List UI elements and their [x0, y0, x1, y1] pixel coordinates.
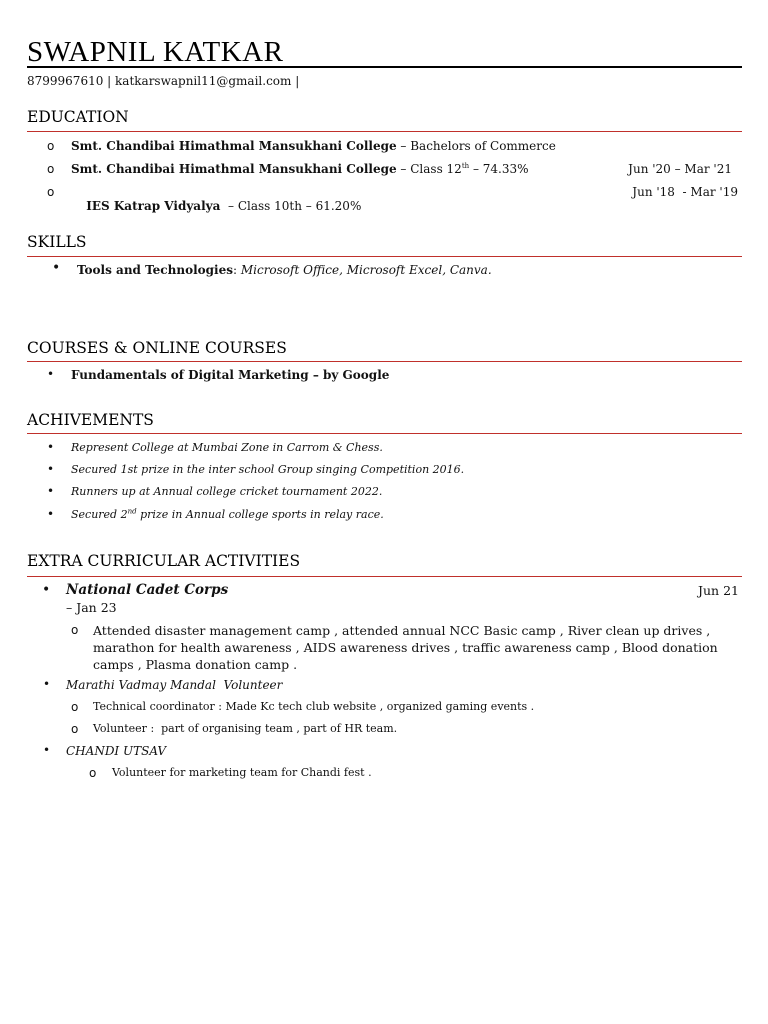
skills-bullet: •	[52, 260, 61, 276]
activity-bullet: •	[43, 743, 51, 757]
education-detail-end: – 74.33%	[469, 162, 529, 176]
activity-ncc-detail: Attended disaster management camp , attended annual NCC Basic camp , River clean up drives , marathon for health awareness , AIDS awareness drives , traffic awareness camp , Blood donation camps , Plasma donation camp .	[93, 623, 718, 672]
education-detail-sup: th	[461, 162, 470, 170]
extra-curricular-heading: EXTRA CURRICULAR ACTIVITIES	[27, 552, 301, 570]
activity-chandi-name: CHANDI UTSAV	[66, 744, 167, 758]
achievement-item: Secured 1st prize in the inter school Group singing Competition 2016.	[71, 463, 465, 476]
achievement-bullet: •	[47, 484, 55, 498]
activity-mvm-name: Marathi Vadmay Mandal Volunteer	[66, 678, 283, 692]
achievement-item: Runners up at Annual college cricket tournament 2022.	[71, 485, 383, 498]
skills-item	[77, 263, 492, 277]
education-detail: – Class 12	[396, 162, 462, 176]
achievement-item	[71, 508, 384, 521]
education-divider	[27, 131, 742, 132]
education-detail: – Class 10th – 61.20%	[220, 199, 362, 213]
education-school: Smt. Chandibai Himathmal Mansukhani College	[71, 162, 397, 176]
education-item	[71, 162, 529, 176]
achievement-bullet: •	[47, 507, 55, 521]
skills-divider	[27, 256, 742, 257]
header-divider	[27, 66, 742, 68]
activity-ncc-date-end: – Jan 23	[66, 600, 117, 615]
activity-sub-bullet: o	[71, 623, 79, 637]
achievement-item: Represent College at Mumbai Zone in Carrom & Chess.	[71, 441, 383, 454]
education-item	[71, 185, 361, 227]
courses-divider	[27, 361, 742, 362]
achievement-text: Secured 2	[71, 508, 128, 521]
skills-value: Microsoft Office, Microsoft Excel, Canva.	[240, 263, 492, 277]
education-date: Jun '20 – Mar '21	[628, 162, 732, 176]
activity-sub-bullet: o	[71, 700, 79, 714]
education-item	[71, 139, 556, 153]
achievements-divider	[27, 433, 742, 434]
extra-curricular-divider	[27, 576, 742, 577]
education-heading: EDUCATION	[27, 108, 129, 126]
achievement-bullet: •	[47, 462, 55, 476]
activity-ncc-date-start: Jun 21	[698, 583, 739, 598]
education-bullet: o	[47, 139, 55, 153]
activity-chandi-item: Volunteer for marketing team for Chandi fest .	[112, 766, 372, 779]
candidate-name: SWAPNIL KATKAR	[27, 36, 284, 68]
achievement-bullet: •	[47, 440, 55, 454]
achievements-heading: ACHIVEMENTS	[27, 411, 154, 429]
education-bullet: o	[47, 162, 55, 176]
activity-ncc-name: National Cadet Corps	[66, 582, 229, 598]
activity-bullet: •	[42, 582, 51, 598]
contact-line: 8799967610 | katkarswapnil11@gmail.com |	[27, 74, 300, 88]
course-item: Fundamentals of Digital Marketing – by Google	[71, 368, 390, 382]
activity-mvm-item: Technical coordinator : Made Kc tech club website , organized gaming events .	[93, 700, 535, 713]
courses-heading: COURSES & ONLINE COURSES	[27, 339, 287, 357]
achievement-text-end: prize in Annual college sports in relay race.	[136, 508, 384, 521]
achievement-sup: nd	[127, 507, 137, 516]
skills-sep: :	[232, 263, 241, 277]
skills-label: Tools and Technologies	[77, 263, 233, 277]
activity-sub-bullet: o	[89, 766, 97, 780]
education-school: Smt. Chandibai Himathmal Mansukhani College	[71, 139, 397, 153]
activity-mvm-item: Volunteer : part of organising team , part of HR team.	[93, 722, 398, 735]
education-school: IES Katrap Vidyalya	[86, 199, 221, 213]
education-detail: – Bachelors of Commerce	[396, 139, 556, 153]
skills-heading: SKILLS	[27, 233, 87, 251]
education-bullet: o	[47, 185, 55, 199]
education-date: Jun '18 - Mar '19	[632, 185, 738, 199]
activity-bullet: •	[43, 677, 51, 691]
activity-sub-bullet: o	[71, 722, 79, 736]
courses-bullet: •	[47, 367, 55, 381]
